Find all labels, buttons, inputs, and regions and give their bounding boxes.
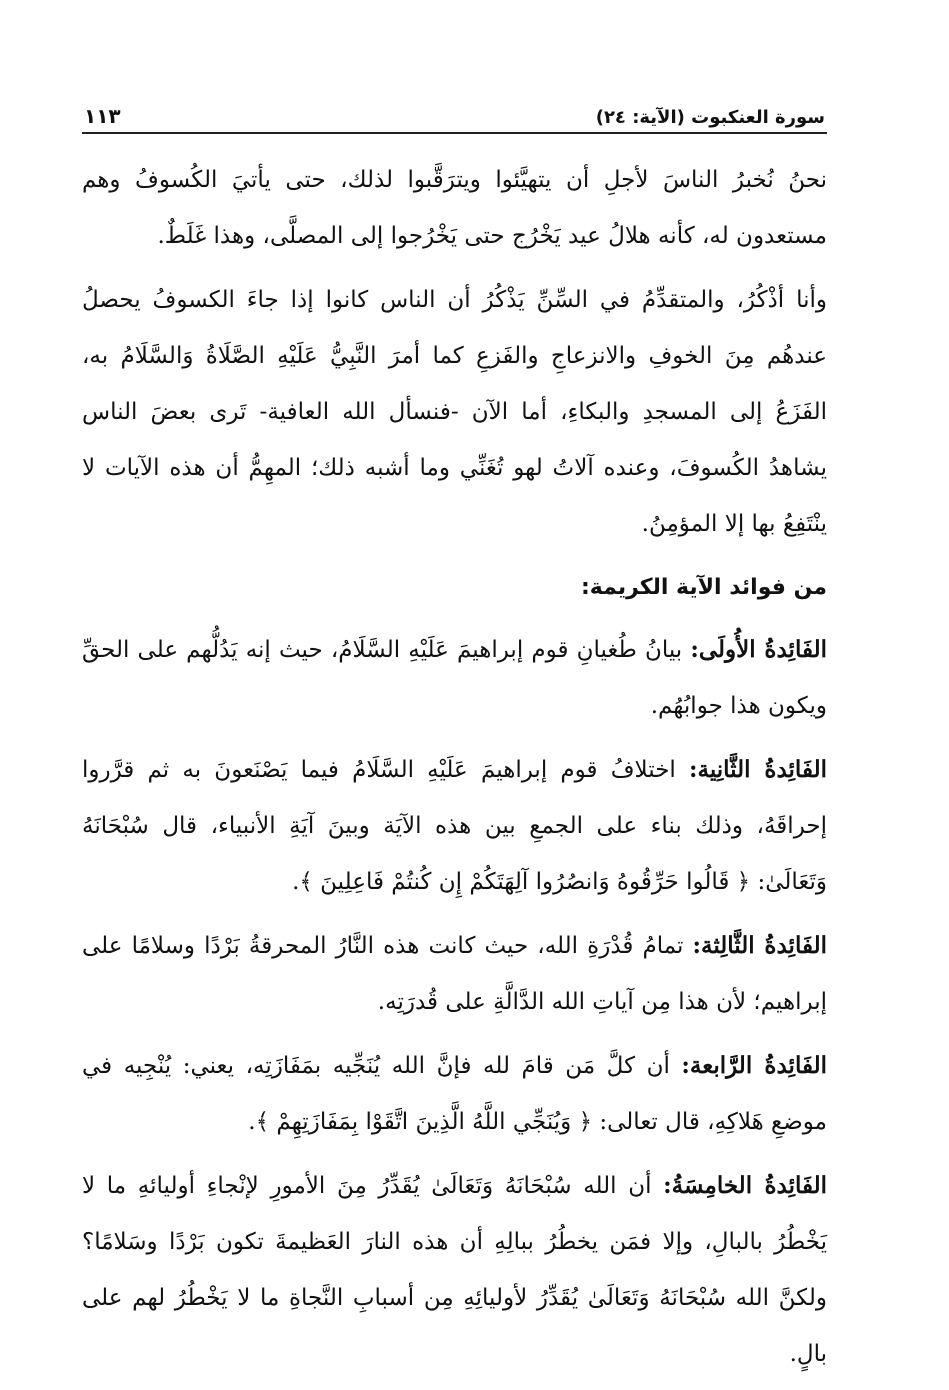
- benefit-1: [82, 622, 827, 734]
- chapter-title: سورة العنكبوت (الآية: ٢٤): [595, 107, 825, 128]
- section-heading: من فوائد الآية الكريمة:: [580, 575, 827, 600]
- paragraph-text: نحنُ نُخبرُ الناسَ لأجلِ أن يتهيَّئوا ويترَقَّبوا لذلك، حتى يأتيَ الكُسوفُ وهم مستعدون له، كأنه هلالُ عيد يَخْرُج حتى يَخْرُجوا إلى المصلَّى، وهذا غَلَطٌ.: [82, 167, 827, 249]
- benefit-text: بيانُ طُغيانِ قوم إبراهيمَ عَلَيْهِ السَّلَامُ، حيث إنه يَدُلُّهم على الحقِّ ويكون هذا جوابُهُم.: [82, 637, 827, 719]
- benefit-text: تمامُ قُدْرَةِ الله، حيث كانت هذه النَّارُ المحرقةُ بَرْدًا وسلامًا على إبراهيم؛ لأن هذا مِن آياتِ الله الدَّالَّةِ على قُدرَتِه.: [82, 933, 827, 1015]
- book-page: [82, 92, 827, 1390]
- benefit-label: الفَائِدةُ الثَّانِية:: [689, 756, 827, 783]
- paragraph-1: [82, 152, 827, 264]
- benefit-text: اختلافُ قوم إبراهيمَ عَلَيْهِ السَّلَامُ فيما يَصْنَعونَ به ثم قرَّروا إحراقَهُ، وذلك بناء على الجمعِ بين هذه الآيَة وبينَ آيَةِ الأنبياء، قال سُبْحَانَهُ وَتَعَالَىٰ: ﴿ قَالُوا حَرِّقُوهُ وَانصُرُوا آلِهَتَكُمْ إِن كُنتُمْ فَاعِلِينَ ﴾.: [82, 757, 827, 895]
- header-rule: [82, 132, 827, 134]
- benefit-label: الفَائِدةُ الثَّالِثة:: [692, 932, 827, 959]
- paragraph-text: وأنا أذْكُرُ، والمتقدِّمُ في السِّنِّ يَذْكُرُ أن الناس كانوا إذا جاءَ الكسوفُ يحصلُ عندهُم مِنَ الخوفِ والانزعاجِ والفَزعِ كما أمرَ النَّبِيُّ عَلَيْهِ الصَّلَاةُ وَالسَّلَامُ به، الفَزَعُ إلى المسجدِ والبكاءِ، أما الآن -فنسأل الله العافية- تَرى بعضَ الناس يشاهدُ الكُسوفَ، وعنده آلاتُ لهو تُغَنِّي وما أشبه ذلك؛ المهِمُّ أن هذه الآيات لا ينْتَفِعُ بها إلا المؤمِنُ.: [82, 287, 827, 537]
- benefit-5: [82, 1158, 827, 1382]
- benefit-2: [82, 742, 827, 910]
- benefit-label: الفَائِدةُ الرَّابعة:: [681, 1052, 828, 1079]
- benefit-text: أن كلَّ مَن قامَ لله فإنَّ الله يُنَجِّيه بمَفَازَتِه، يعني: يُنْجِيه في موضعِ هَلاكِهِ، قال تعالى: ﴿ وَيُنَجِّي اللَّهُ الَّذِينَ اتَّقَوْا بِمَفَازَتِهِمْ ﴾.: [82, 1053, 827, 1135]
- page-number: ١١٣: [84, 104, 121, 128]
- benefit-label: الفَائِدةُ الأُولَى:: [690, 636, 827, 663]
- paragraph-2: [82, 272, 827, 552]
- benefit-label: الفَائِدةُ الخامِسَةُ:: [663, 1172, 828, 1199]
- benefit-3: [82, 918, 827, 1030]
- benefit-4: [82, 1038, 827, 1150]
- running-header: [82, 92, 827, 132]
- benefit-text: أن الله سُبْحَانَهُ وَتَعَالَىٰ يُقَدِّرُ مِنَ الأمورِ لإنْجاءِ أوليائهِ ما لا يَخْطُرُ بالبالِ، وإلا فمَن يخطُرُ ببالِهِ أن هذه النارَ العَظيمةَ تكون بَرْدًا وسَلامًا؟ ولكنَّ الله سُبْحَانَهُ وَتَعَالَىٰ يُقَدِّرُ لأوليائِهِ مِن أسبابِ النَّجاةِ ما لا يَخْطُرُ لهم على بالٍ.: [82, 1173, 827, 1367]
